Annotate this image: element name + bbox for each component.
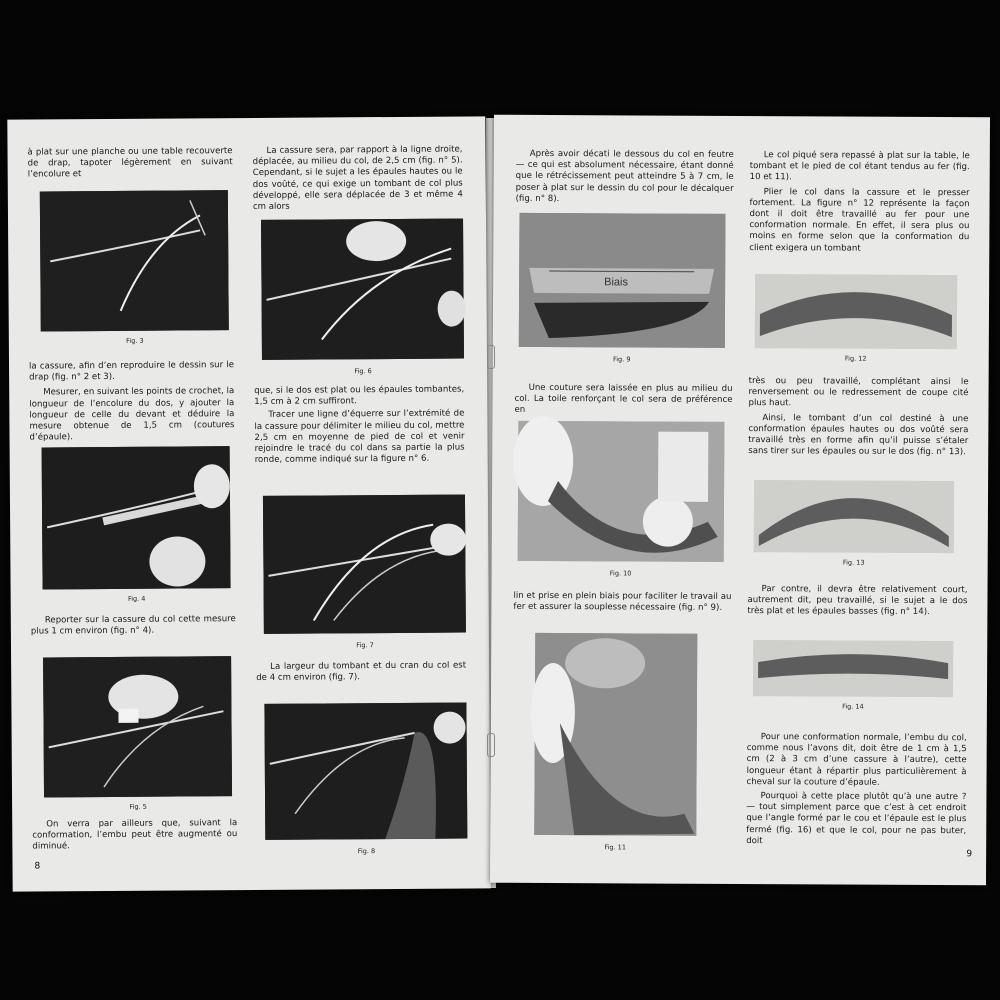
paragraph: Ainsi, le tombant d’un col destiné à une conformation épaules hautes ou dos voûté sera travaillé très en forme afin qu’il puisse s’étaler sans tirer sur les épaules ou sur le dos (fig. n° 13).	[748, 412, 969, 458]
left-column-2	[253, 145, 463, 214]
paragraph: La cassure sera, par rapport à la ligne droite, déplacée, au milieu du col, de 2,5 cm (fig. n° 5). Cependant, si le sujet a les épaules hautes ou le dos voûté, ce qui exige un tombant de col plus développé, elle sera déplacée de 3 et même 4 cm alors	[252, 144, 463, 212]
staple	[487, 733, 495, 757]
paragraph: On verra par ailleurs que, suivant la conformation, l’embu peut être augmenté ou diminué.	[32, 818, 238, 852]
paragraph: très ou peu travaillé, complétant ainsi le renversement ou le redressement de coupe cité plus haut.	[748, 376, 969, 409]
paragraph: La largeur du tombant et du cran du col est de 4 cm environ (fig. 7).	[256, 660, 467, 684]
paragraph: Reporter sur la cassure du col cette mesure plus 1 cm environ (fig. n° 4).	[30, 614, 236, 637]
figure-4-photo	[42, 446, 231, 603]
figure-10-photo	[518, 421, 725, 578]
figure-caption: Fig. 6	[354, 367, 372, 376]
right-column-1-c	[513, 591, 731, 615]
figure-8-photo	[264, 702, 467, 856]
staple	[487, 345, 495, 369]
paragraph: Pourquoi à cette place plutôt qu’à une autre ? — tout simplement parce que c’est à cet endroit que l’angle formé par le cou et l’épaule est le plus fermé (fig. 16) et que le col, pour ne pas buter, doit	[746, 791, 967, 846]
left-column-1-d	[32, 818, 237, 853]
right-column-2	[749, 150, 970, 255]
figure-3-photo	[40, 190, 229, 345]
paragraph: que, si le dos est plat ou les épaules tombantes, 1,5 cm à 2 cm suffiront.	[254, 384, 465, 408]
paragraph: Le col piqué sera repassé à plat sur la table, le tombant et le pied de col étant tendus au fer (fig. 10 et 11).	[749, 150, 970, 183]
figure-caption: Fig. 14	[842, 702, 864, 711]
figure-caption: Fig. 3	[126, 336, 144, 345]
figure-11-photo	[534, 633, 697, 852]
paragraph: à plat sur une planche ou une table recouverte de drap, tapoter légèrement en suivant l’encolure et	[27, 146, 233, 180]
right-column-2-c	[747, 584, 967, 619]
left-page	[7, 116, 490, 891]
right-column-2-b	[748, 376, 968, 459]
left-column-1-c	[31, 614, 236, 638]
paragraph: Pour une conformation normale, l’embu du col, comme nous l’avons dit, doit être de 1 cm à 1,5 cm (2 à 3 cm d’une cassure à l’autre), cette longueur étant à répartir plus particulièrement à cheval sur la couture d’épaule.	[746, 732, 967, 788]
figure-caption: Fig. 5	[129, 802, 147, 811]
figure-caption: Fig. 13	[842, 558, 865, 567]
bias-label: Biais	[604, 276, 629, 289]
paragraph: Plier le col dans la cassure et le presser fortement. La figure n° 12 représente la façon dont il doit être travaillé au fer pour une conformation normale. En effet, il sera plus ou moins en forme selon que la conformation du client exigera un tombant	[749, 186, 970, 254]
figure-13-photo	[754, 480, 954, 567]
paragraph: lin et prise en plein biais pour faciliter le travail au fer et assurer la souplesse nécessaire (fig. n° 9).	[513, 590, 732, 614]
figure-caption: Fig. 11	[604, 843, 626, 852]
left-column-2-b	[254, 384, 465, 466]
paragraph: Une couture sera laissée en plus au milieu du col. La toile renforçant le col sera de préférence en	[514, 382, 733, 416]
right-column-1-b	[514, 383, 732, 418]
paragraph: Mesurer, en suivant les points de crochet, la longueur de l’encolure du dos, y ajouter la longueur de celle du devant et déduire la mesure obtenue de 1,5 cm (coutures d’épaule).	[29, 386, 235, 443]
right-page	[490, 115, 990, 886]
paragraph: Après avoir décati le dessous du col en feutre — ce qui est absolument nécessaire, étant donné que le rétrécissement peut atteindre 5 à 7 cm, le poser à plat sur le dessin du col pour le décalquer (fig. n° 8).	[515, 148, 734, 204]
figure-9-photo	[519, 213, 726, 364]
figure-12-photo	[755, 274, 957, 363]
figure-caption: Fig. 4	[127, 594, 146, 603]
figure-6-photo	[261, 218, 464, 376]
paragraph: Tracer une ligne d’équerre sur l’extrémité de la cassure pour délimiter le milieu du col, mettre 2,5 cm en moyenne de pied de col et venir rejoindre le tracé du col dans sa partie la plus ronde, comme indiqué sur la figure n° 6.	[254, 408, 465, 466]
left-column-2-c	[256, 660, 466, 684]
page-number: 8	[34, 861, 41, 872]
figure-7-photo	[263, 494, 466, 650]
paragraph: la cassure, afin d’en reproduire le dessin sur le drap (fig. n° 2 et 3).	[29, 360, 235, 383]
paragraph: Par contre, il devra être relativement court, autrement dit, peu travaillé, si le sujet a le dos très plat et les épaules basses (fig. n° 14).	[747, 584, 968, 618]
figure-caption: Fig. 10	[609, 569, 632, 578]
page-number: 9	[966, 849, 973, 860]
figure-caption: Fig. 9	[612, 355, 631, 364]
figure-5-photo	[43, 656, 232, 811]
right-column-2-d	[746, 732, 967, 848]
left-column-1-b	[29, 360, 235, 444]
figure-caption: Fig. 8	[357, 847, 376, 856]
figure-caption: Fig. 7	[356, 641, 374, 650]
figure-14-photo	[753, 640, 953, 711]
right-column-1	[516, 149, 734, 206]
figure-caption: Fig. 12	[844, 354, 867, 363]
left-column-1	[28, 146, 233, 181]
